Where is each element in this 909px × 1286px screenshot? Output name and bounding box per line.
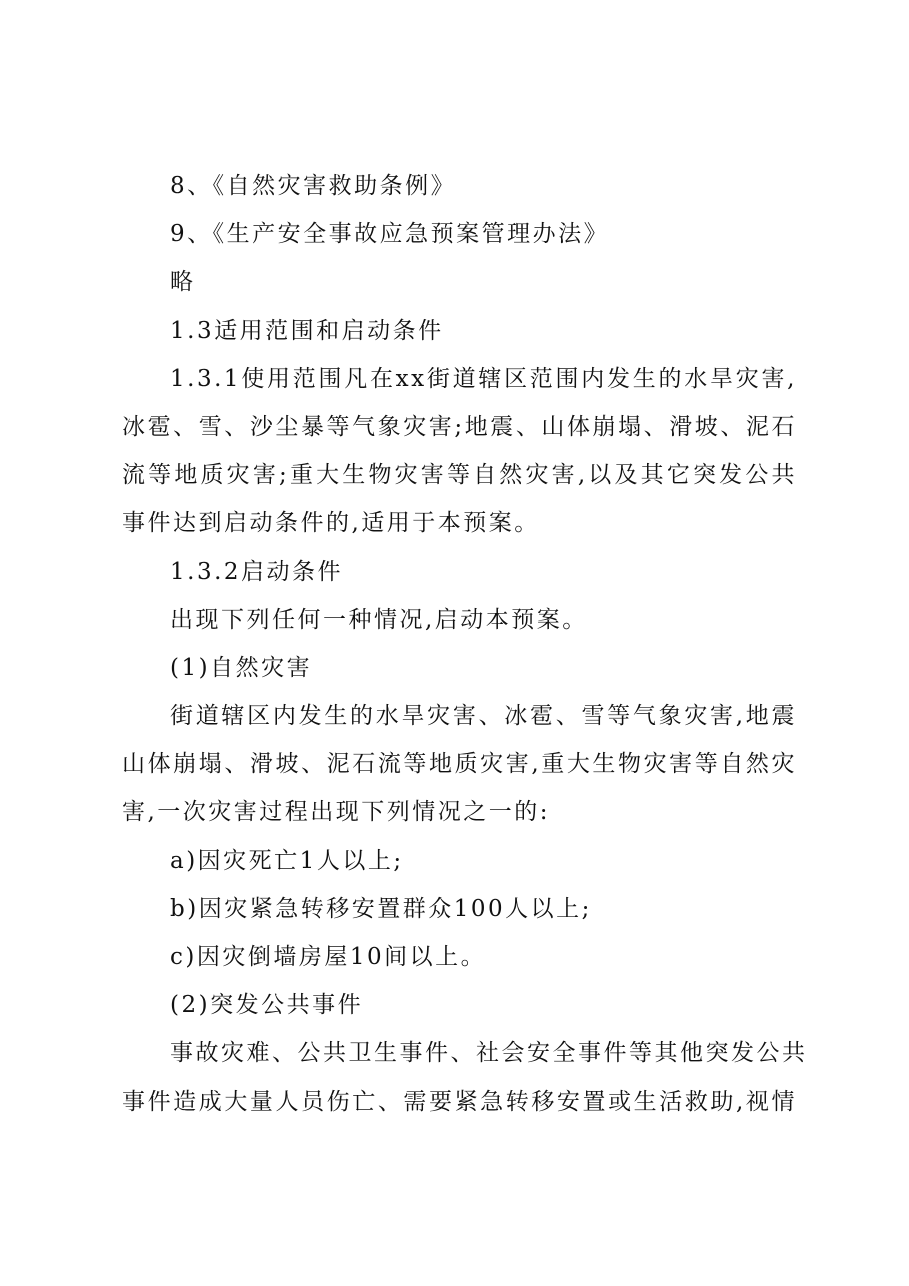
list-item: b)因灾紧急转移安置群众100人以上; [170,895,592,922]
paragraph-line: 事故灾难、公共卫生事件、社会安全事件等其他突发公共 [170,1040,808,1067]
paragraph-line: 略 [170,269,196,296]
paragraph-line: 事件达到启动条件的,适用于本预案。 [122,510,540,537]
subsection-heading: (1)自然灾害 [170,654,313,681]
paragraph-line: 流等地质灾害;重大生物灾害等自然灾害,以及其它突发公共 [122,462,797,489]
paragraph-line: 街道辖区内发生的水旱灾害、冰雹、雪等气象灾害,地震 [170,703,797,730]
section-heading: 1.3.2启动条件 [170,558,344,585]
paragraph-line: 害,一次灾害过程出现下列情况之一的: [122,799,551,826]
paragraph-line: 9、《生产安全事故应急预案管理办法》 [170,221,610,248]
paragraph-line: 出现下列任何一种情况,启动本预案。 [170,606,588,633]
subsection-heading: (2)突发公共事件 [170,992,364,1019]
list-item: c)因灾倒墙房屋10间以上。 [170,944,487,970]
paragraph-line: 事件造成大量人员伤亡、需要紧急转移安置或生活救助,视情 [122,1088,797,1115]
paragraph-line: 8、《自然灾害救助条例》 [170,173,457,199]
paragraph-line: 1.3.1使用范围凡在xx街道辖区范围内发生的水旱灾害, [170,365,797,392]
paragraph-line: 山体崩塌、滑坡、泥石流等地质灾害,重大生物灾害等自然灾 [122,751,797,778]
document-body [122,162,808,1126]
section-heading: 1.3适用范围和启动条件 [170,317,444,344]
paragraph-line: 冰雹、雪、沙尘暴等气象灾害;地震、山体崩塌、滑坡、泥石 [122,413,797,440]
list-item: a)因灾死亡1人以上; [170,847,404,874]
